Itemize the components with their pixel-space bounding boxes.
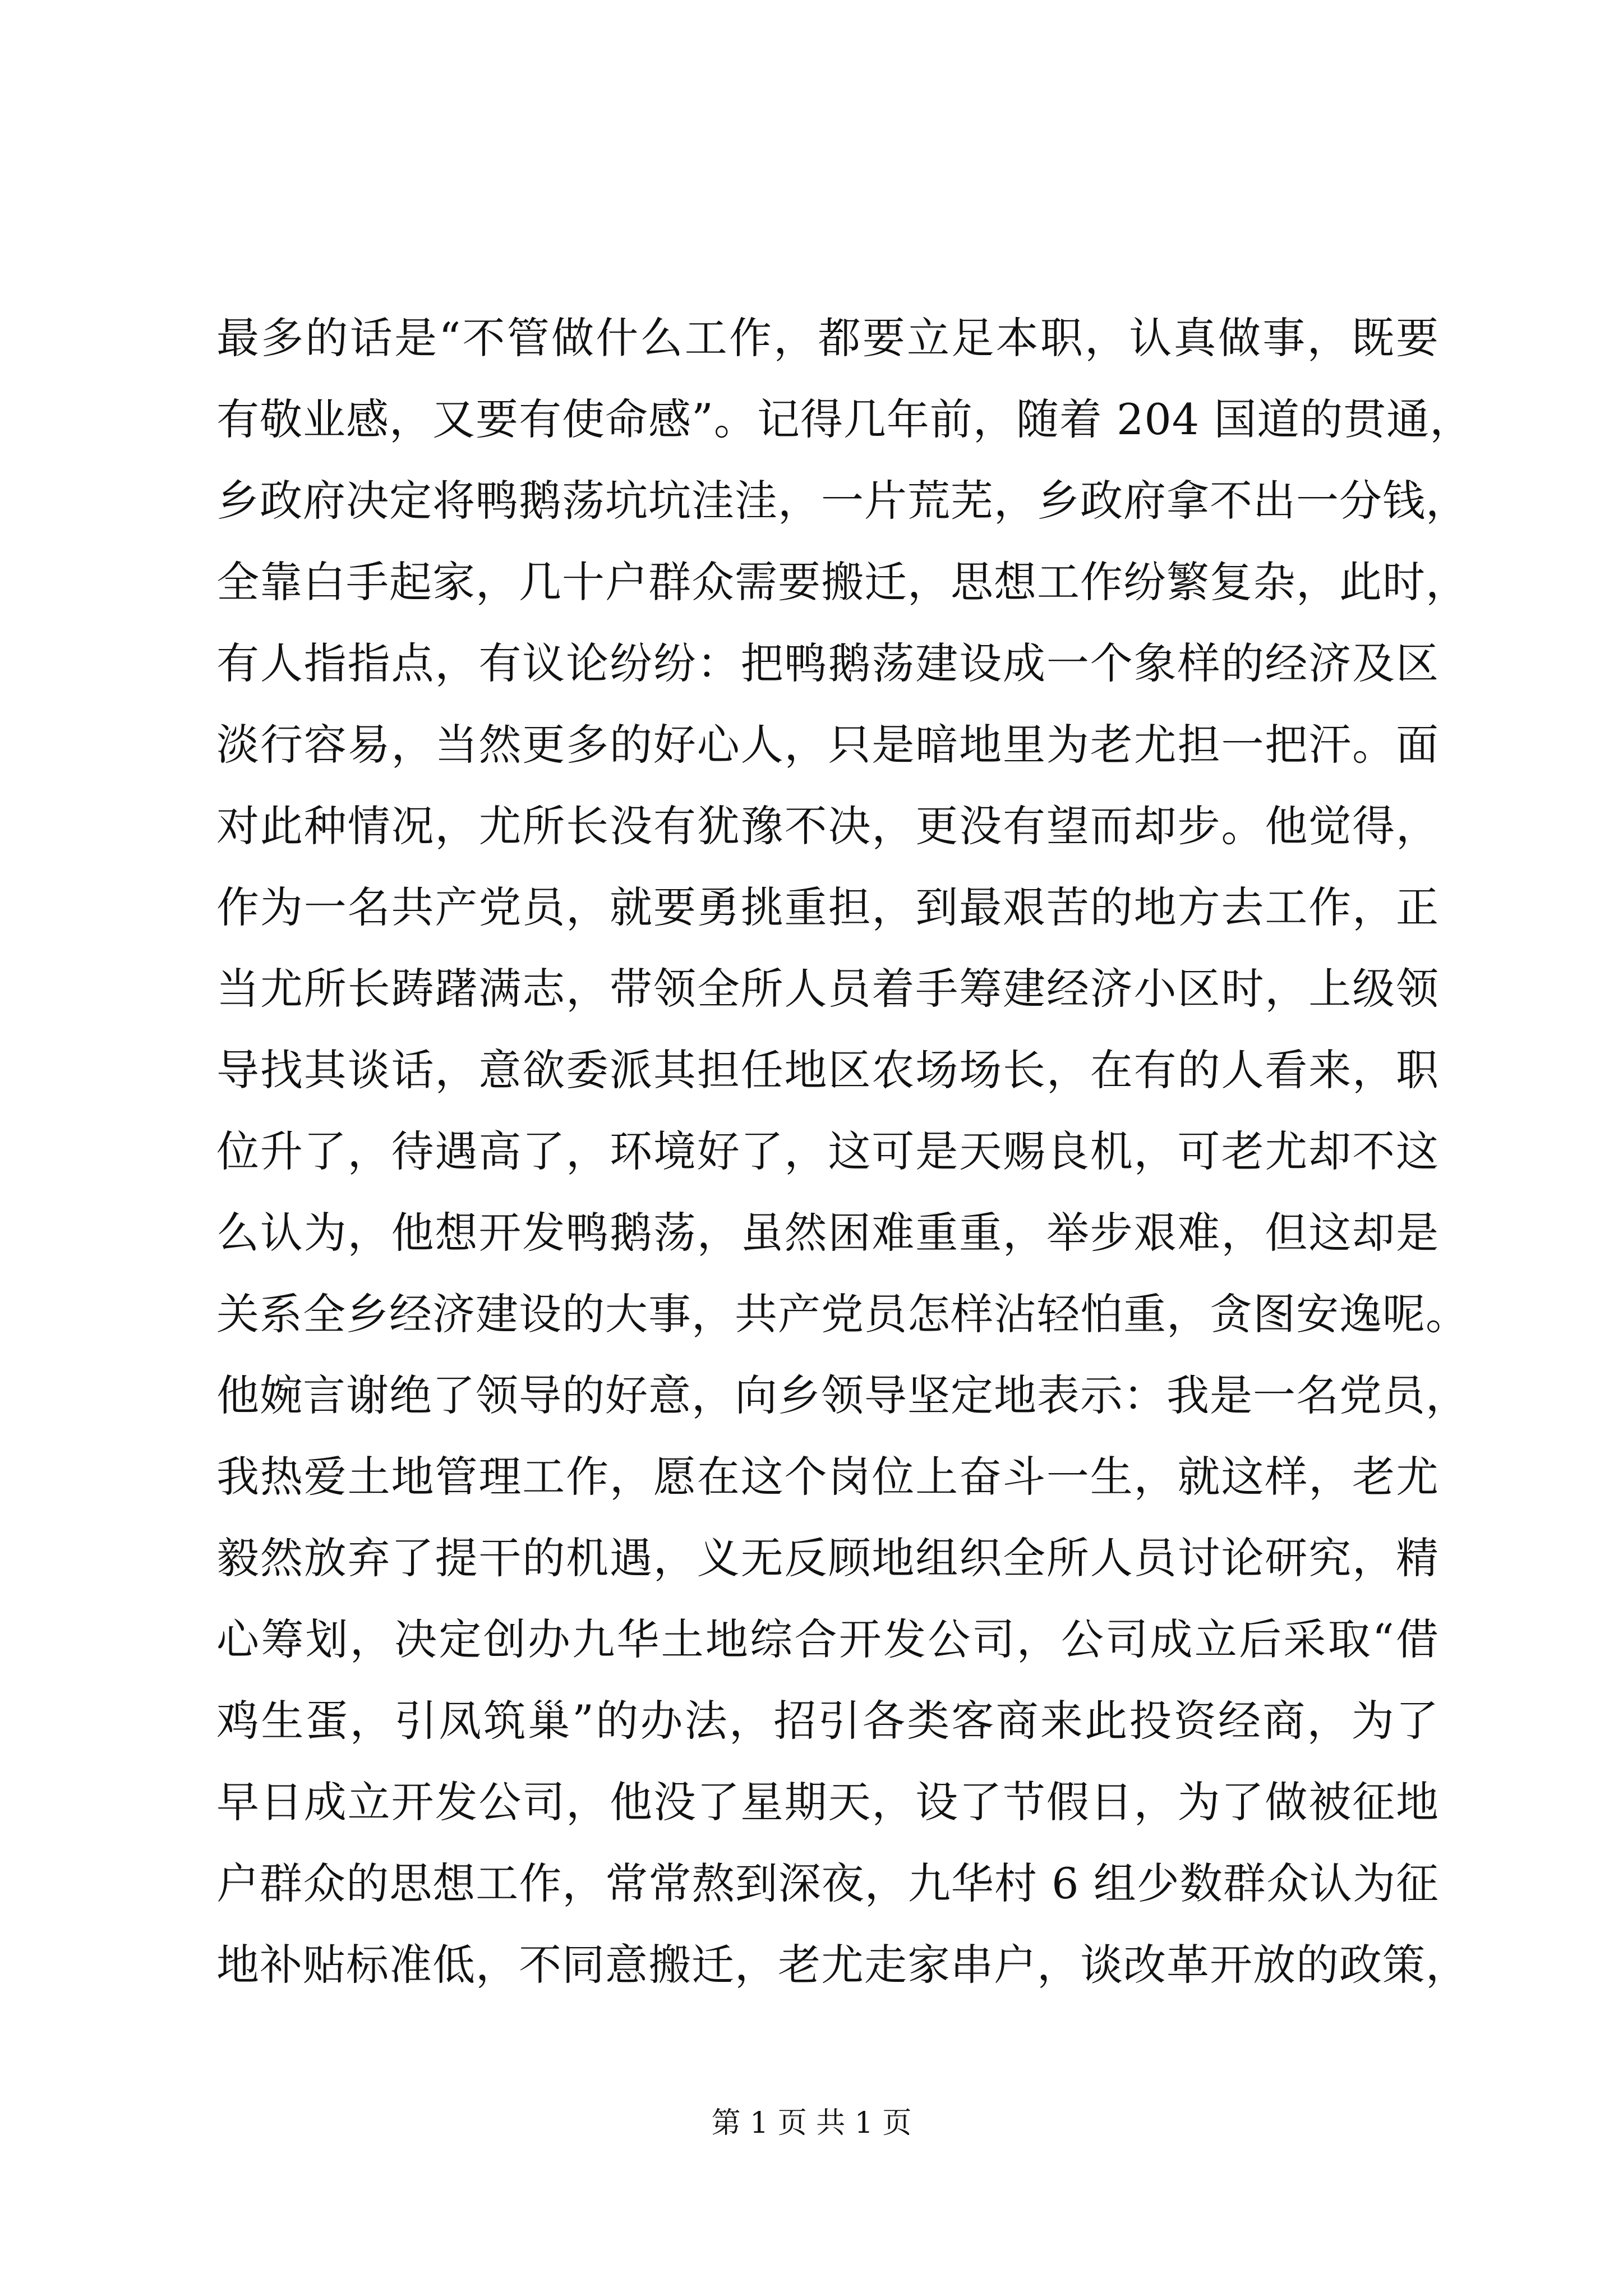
text-line-15: 我热爱土地管理工作，愿在这个岗位上奋斗一生，就这样，老尤: [216, 1452, 1439, 1502]
text-line-1: 最多的话是“不管做什么工作，都要立足本职，认真做事，既要: [216, 313, 1439, 363]
text-line-9: 当尤所长踌躇满志，带领全所人员着手筹建经济小区时，上级领: [216, 964, 1439, 1014]
text-line-5: 有人指指点，有议论纷纷：把鸭鹅荡建设成一个象样的经济及区: [216, 638, 1439, 688]
text-line-21: 地补贴标准低，不同意搬迁，老尤走家串户，谈改革开放的政策，: [216, 1940, 1469, 1990]
page-footer: [0, 2099, 1623, 2141]
text-line-19: 早日成立开发公司，他没了星期天，设了节假日，为了做被征地: [216, 1777, 1439, 1827]
text-line-20: 户群众的思想工作，常常熬到深夜，九华村 6 组少数群众认为征: [216, 1858, 1439, 1908]
body-text: [216, 297, 1473, 2005]
text-line-13: 关系全乡经济建设的大事，共产党员怎样沾轻怕重，贪图安逸呢。: [216, 1289, 1469, 1339]
text-line-12: 么认为，他想开发鸭鹅荡，虽然困难重重，举步艰难，但这却是: [216, 1208, 1439, 1258]
text-line-10: 导找其谈话，意欲委派其担任地区农场场长，在有的人看来，职: [216, 1045, 1439, 1095]
text-line-4: 全靠白手起家，几十户群众需要搬迁，思想工作纷繁复杂，此时，: [216, 557, 1469, 607]
text-line-8: 作为一名共产党员，就要勇挑重担，到最艰苦的地方去工作，正: [216, 882, 1439, 932]
page-number-label: 第 1 页 共 1 页: [711, 2106, 912, 2140]
text-line-7: 对此种情况，尤所长没有犹豫不决，更没有望而却步。他觉得，: [216, 801, 1439, 851]
text-line-3: 乡政府决定将鸭鹅荡坑坑洼洼，一片荒芜，乡政府拿不出一分钱，: [216, 476, 1469, 526]
text-line-16: 毅然放弃了提干的机遇，义无反顾地组织全所人员讨论研究，精: [216, 1533, 1439, 1583]
text-line-2: 有敬业感，又要有使命感”。记得几年前，随着 204 国道的贯通，: [216, 394, 1473, 444]
text-line-17: 心筹划，决定创办九华土地综合开发公司，公司成立后采取“借: [216, 1614, 1439, 1664]
text-line-6: 淡行容易，当然更多的好心人，只是暗地里为老尤担一把汗。面: [216, 720, 1439, 770]
text-line-14: 他婉言谢绝了领导的好意，向乡领导坚定地表示：我是一名党员，: [216, 1370, 1469, 1420]
text-line-11: 位升了，待遇高了，环境好了，这可是天赐良机，可老尤却不这: [216, 1126, 1439, 1176]
text-line-18: 鸡生蛋，引凤筑巢”的办法，招引各类客商来此投资经商，为了: [216, 1696, 1439, 1746]
